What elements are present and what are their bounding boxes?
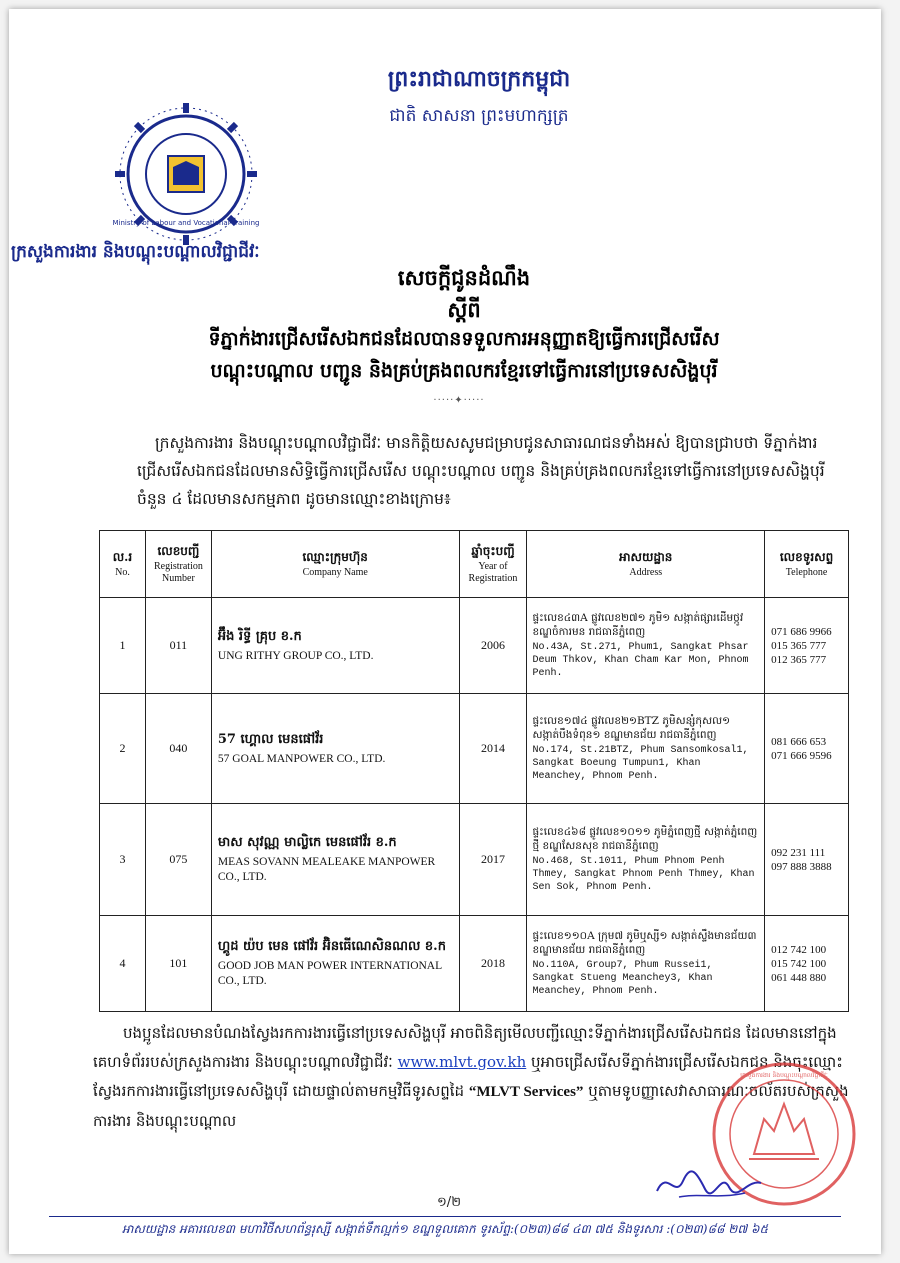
row-reg: 011 — [145, 598, 211, 694]
app-name: “MLVT Services” — [468, 1084, 584, 1100]
closing-text-3: ឬតាមទូបញ្ញាសេវាសាធារណៈចល័តរបស់ក្រសួងការងារ និងបណ្តុះបណ្តាល — [93, 1082, 849, 1130]
table-row — [100, 598, 849, 694]
notice-title: សេចក្តីជូនដំណឹង — [397, 265, 531, 290]
ministry-name: ក្រសួងការងារ និងបណ្តុះបណ្តាលវិជ្ជាជីវៈ — [11, 242, 260, 262]
closing-text-1: បងប្អូនដែលមានបំណងស្វែងរកការងារធ្វើនៅប្រទេសសិង្ហបុរី អាចពិនិត្យមើលបញ្ជីឈ្មោះទីភ្នាក់ងារជ្រើសរើសឯកជន ដែលមាននៅក្នុងគេហទំព័ររបស់ក្រសួងការងារ និងបណ្តុះបណ្តាលវិជ្ជាជីវៈ — [93, 1024, 837, 1071]
row-address: ផ្ទះលេខ១១០A ក្រុម៧ ភូមិឬស្សី១ សង្កាត់ស្ទឹងមានជ័យ៣ ខណ្ឌមានជ័យ រាជធានីភ្នំពេញ No.110A, Group7, Phum Russei1, Sangkat Stueng Meanchey3, Khan Meanchey, Phnom Penh. — [527, 916, 765, 1012]
table-header-row — [100, 531, 849, 598]
col-no: ល.រ No. — [100, 531, 146, 598]
footer-rule — [49, 1216, 841, 1217]
row-address: ផ្ទះលេខ៤៦៨ ផ្លូវលេខ១០១១ ភូមិភ្នំពេញថ្មី សង្កាត់ភ្នំពេញថ្មី ខណ្ឌសែនសុខ រាជធានីភ្នំពេញ No.468, St.1011, Phum Phnom Penh Thmey, Sangkat Phnom Penh Thmey, Khan Sen Sok, Phnom Penh. — [527, 804, 765, 916]
row-address: ផ្ទះលេខ៤៣A ផ្លូវលេខ២៧១ ភូមិ១ សង្កាត់ផ្សារដើមថ្កូវ ខណ្ឌចំការមន រាជធានីភ្នំពេញ No.43A, St.271, Phum1, Sangkat Phsar Deum Thkov, Khan Cham Kar Mon, Phnom Penh. — [527, 598, 765, 694]
notice-subject-line2: បណ្តុះបណ្តាល បញ្ជូន និងគ្រប់គ្រងពលករខ្មែរទៅធ្វើការនៅប្រទេសសិង្ហបុរី — [210, 360, 718, 382]
notice-subject-line1: ទីភ្នាក់ងារជ្រើសរើសឯកជនដែលបានទទួលការអនុញ្ញាតឱ្យធ្វើការជ្រើសរើស — [208, 328, 720, 350]
row-year: 2014 — [459, 694, 527, 804]
logo-caption: Ministry of Labour and Vocational Training — [113, 219, 259, 227]
row-company: មាស សុវណ្ណ មាលិ្លកេ មេនផៅវ័រ ខ.ក MEAS SOVANN MEALEAKE MANPOWER CO., LTD. — [211, 804, 459, 916]
signature — [649, 1159, 769, 1209]
row-company: ហ្គូដ យ៉ប មេន ផៅវ័រ អ៊ិនធើណេសិនណល ខ.ក GOOD JOB MAN POWER INTERNATIONAL CO., LTD. — [211, 916, 459, 1012]
table-row — [100, 804, 849, 916]
row-telephone: 012 742 100 015 742 100 061 448 880 — [765, 916, 849, 1012]
closing-text-2: ឬអាចជ្រើសរើសទីភ្នាក់ងារជ្រើសរើសឯកជន និងចុះឈ្មោះស្វែងរកការងារធ្វើនៅប្រទេសសិង្ហបុរី ដោយផ្ទាល់តាមកម្មវិធីទូរសព្ទដៃ — [93, 1053, 843, 1100]
national-motto: ជាតិ សាសនា ព្រះមហាក្សត្រ — [389, 106, 569, 126]
row-no: 1 — [100, 598, 146, 694]
row-year: 2006 — [459, 598, 527, 694]
seal-text: ក្រសួងការងារ និងបណ្តុះបណ្តាលវិជ្ជាជីវៈ — [740, 1072, 828, 1079]
row-no: 2 — [100, 694, 146, 804]
row-company: អ៊ឹង រិទ្ធី គ្រុប ខ.ក UNG RITHY GROUP CO., LTD. — [211, 598, 459, 694]
col-company: ឈ្មោះក្រុមហ៊ុន Company Name — [211, 531, 459, 598]
intro-paragraph: ក្រសួងការងារ និងបណ្តុះបណ្តាលវិជ្ជាជីវៈ មានកិត្តិយសសូមជម្រាបជូនសាធារណជនទាំងអស់ ឱ្យបានជ្រាបថា ទីភ្នាក់ងារជ្រើសរើសឯកជនដែលមានសិទ្ធិធ្វើការជ្រើសរើស បណ្តុះបណ្តាល បញ្ជូន និងគ្រប់គ្រងពលករខ្មែរទៅធ្វើការនៅប្រទេសសិង្ហបុរី ចំនួន ៤ ដែលមានសកម្មភាព ដូចមានឈ្មោះខាងក្រោម៖ — [137, 434, 825, 508]
kingdom-heading: ព្រះរាជាណាចក្រកម្ពុជា — [387, 66, 571, 92]
row-telephone: 081 666 653 071 666 9596 — [765, 694, 849, 804]
row-no: 4 — [100, 916, 146, 1012]
notice-subject-label: ស្តីពី — [447, 297, 481, 322]
row-no: 3 — [100, 804, 146, 916]
ministry-website-link[interactable]: www.mlvt.gov.kh — [397, 1053, 527, 1071]
document-page — [9, 9, 881, 1254]
agency-table — [99, 530, 849, 1012]
row-year: 2017 — [459, 804, 527, 916]
page-number: ១/២ — [436, 1195, 462, 1210]
table-row — [100, 694, 849, 804]
ministry-logo — [113, 101, 259, 247]
col-address: អាសយដ្ឋាន Address — [527, 531, 765, 598]
row-telephone: 092 231 111 097 888 3888 — [765, 804, 849, 916]
row-year: 2018 — [459, 916, 527, 1012]
row-reg: 101 — [145, 916, 211, 1012]
row-company: 57 ហ្គោល មេនផៅវ័រ 57 GOAL MANPOWER CO., LTD. — [211, 694, 459, 804]
footer-address: អាសយដ្ឋាន អគារលេខ៣ មហាវិថីសហព័ន្ធរុស្សី សង្កាត់ទឹកល្អក់១ ខណ្ឌទួលគោក ទូរស័ព្ទ:(០២៣)៨៨ ៤៣ ៧៥ និងទូរសារ :(០២៣)៨៨ ២៧ ៦៥ — [121, 1222, 769, 1236]
row-telephone: 071 686 9966 015 365 777 012 365 777 — [765, 598, 849, 694]
col-year: ឆ្នាំចុះបញ្ជី Year of Registration — [459, 531, 527, 598]
table-row — [100, 916, 849, 1012]
row-reg: 075 — [145, 804, 211, 916]
col-registration: លេខបញ្ជី Registration Number — [145, 531, 211, 598]
col-telephone: លេខទូរសព្ទ Telephone — [765, 531, 849, 598]
row-reg: 040 — [145, 694, 211, 804]
row-address: ផ្ទះលេខ១៧៤ ផ្លូវលេខ២១BTZ ភូមិសន្សំកុសល១ សង្កាត់បឹងទំពុន១ ខណ្ឌមានជ័យ រាជធានីភ្នំពេញ No.174, St.21BTZ, Phum Sansomkosal1, Sangkat Boeung Tumpun1, Khan Meanchey, Phnom Penh. — [527, 694, 765, 804]
ornamental-divider: ·····✦····· — [433, 395, 485, 406]
